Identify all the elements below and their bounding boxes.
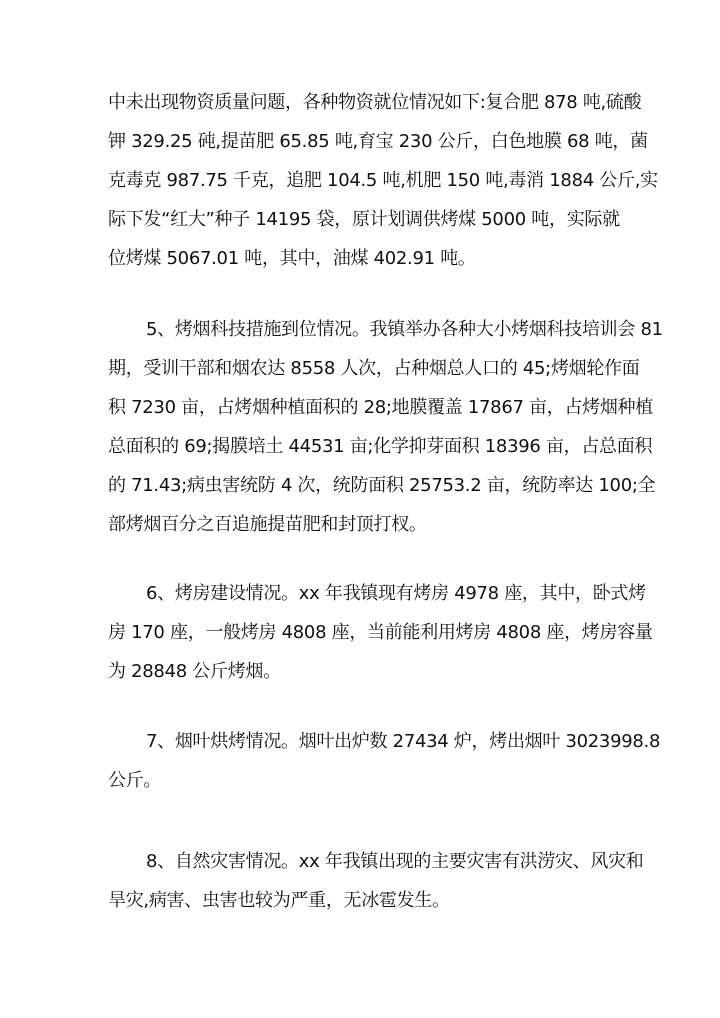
text-line: 为 28848 公斤烤烟。 — [108, 661, 281, 682]
text-line: 旱灾,病害、虫害也较为严重，无冰雹发生。 — [108, 890, 450, 911]
text-line: 克毒克 987.75 千克，追肥 104.5 吨,机肥 150 吨,毒消 1884 公斤,实 — [108, 170, 658, 191]
text-line: 的 71.43;病虫害统防 4 次，统防面积 25753.2 亩，统防率达 100;全 — [108, 475, 656, 496]
text-line: 钾 329.25 砘,提苗肥 65.85 吨,育宝 230 公斤，白色地膜 68 吨，菌 — [108, 131, 648, 152]
text-line: 6、烤房建设情况。xx 年我镇现有烤房 4978 座，其中，卧式烤 — [146, 583, 646, 604]
text-line: 总面积的 69;揭膜培土 44531 亩;化学抑芽面积 18396 亩，占总面积 — [108, 436, 653, 457]
text-line: 公斤。 — [108, 770, 162, 791]
text-line: 7、烟叶烘烤情况。烟叶出炉数 27434 炉，烤出烟叶 3023998.8 — [146, 731, 661, 752]
text-line: 积 7230 亩，占烤烟种植面积的 28;地膜覆盖 17867 亩，占烤烟种植 — [108, 397, 653, 418]
text-line: 际下发“红大”种子 14195 袋，原计划调供烤煤 5000 吨，实际就 — [108, 209, 620, 230]
text-line: 8、自然灾害情况。xx 年我镇出现的主要灾害有洪涝灾、风灾和 — [146, 851, 644, 872]
text-line: 位烤煤 5067.01 吨，其中，油煤 402.91 吨。 — [108, 248, 476, 269]
text-line: 期，受训干部和烟农达 8558 人次，占种烟总人口的 45;烤烟轮作面 — [108, 358, 640, 379]
text-line: 5、烤烟科技措施到位情况。我镇举办各种大小烤烟科技培训会 81 — [146, 319, 663, 340]
text-line: 部烤烟百分之百追施提苗肥和封顶打杈。 — [108, 514, 427, 535]
text-line: 中未出现物资质量问题，各种物资就位情况如下:复合肥 878 吨,硫酸 — [108, 92, 642, 113]
text-line: 房 170 座，一般烤房 4808 座，当前能利用烤房 4808 座，烤房容量 — [108, 622, 653, 643]
